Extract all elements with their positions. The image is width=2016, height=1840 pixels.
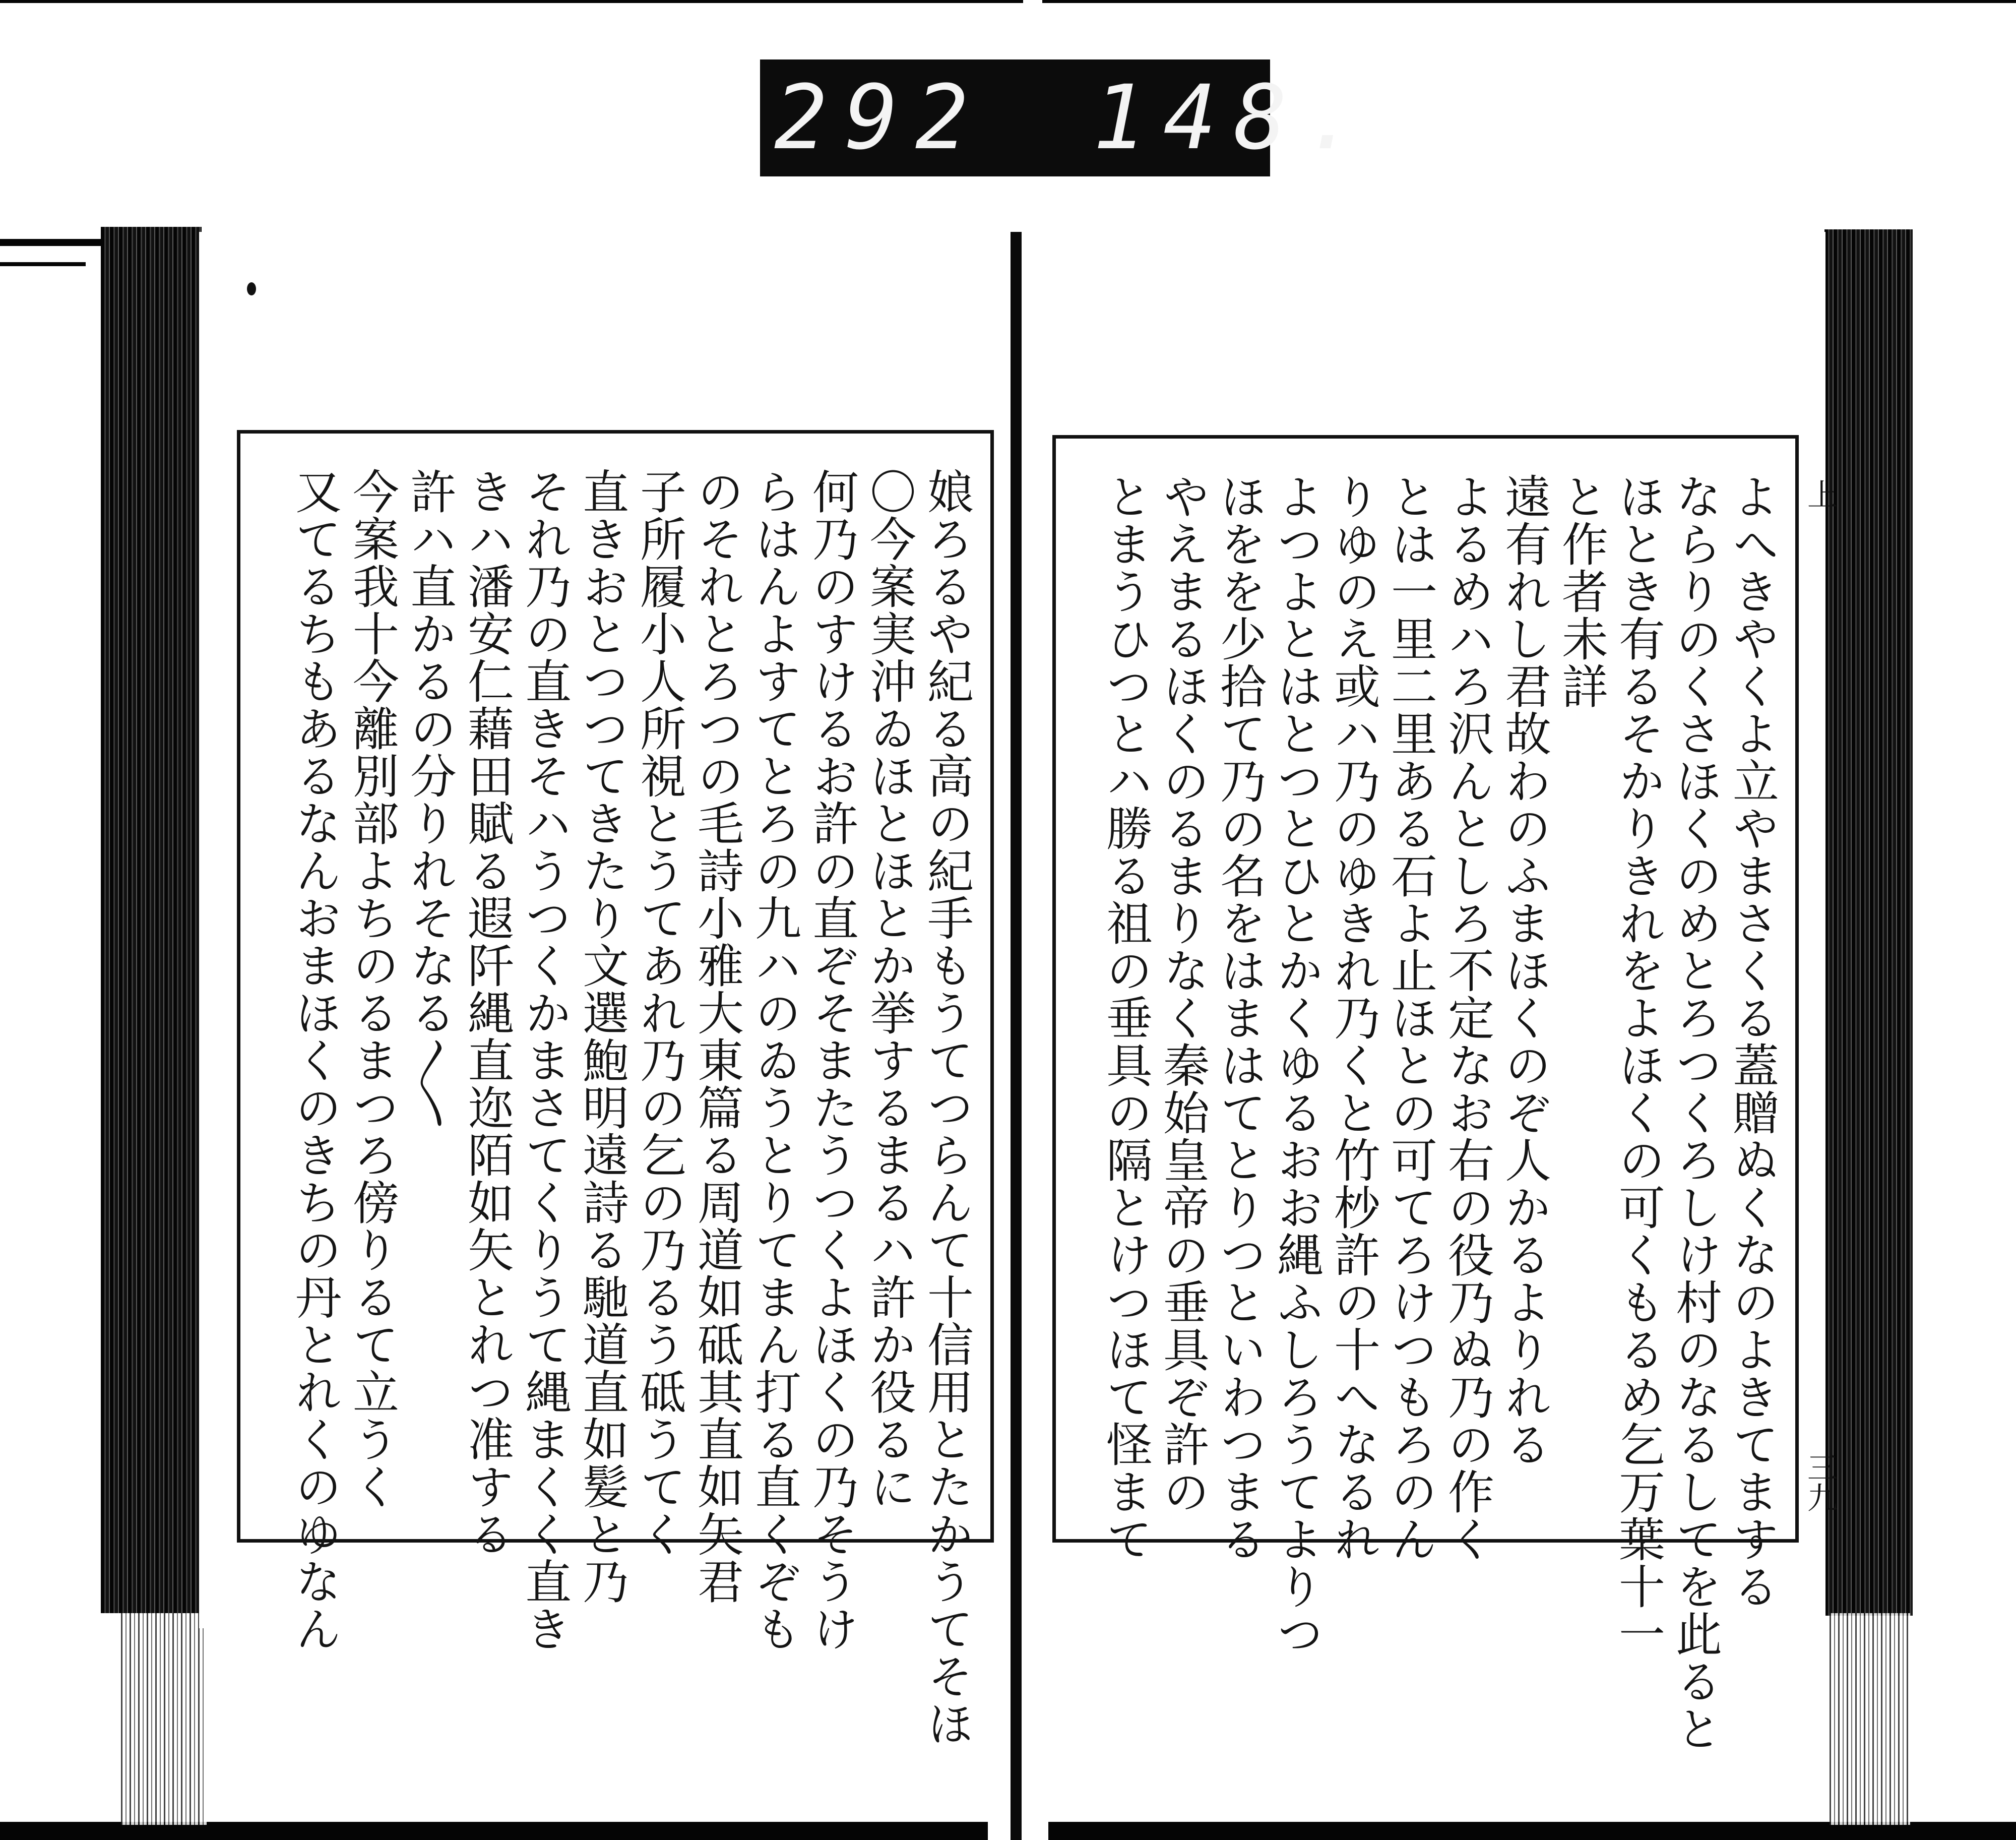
left-page-edge-stack xyxy=(101,227,202,1613)
left-col-1: 娘ろるや紀る高の紀手もうてつらんて十信用とたかうてそほ xyxy=(920,468,974,1747)
left-col-7: 直きおとつつてきたり文選鮑明遠詩る馳道直如髪と乃 xyxy=(575,468,629,1605)
left-col-2: 〇今案実沖ゐほとほとか挙するまるハ許か役るに xyxy=(862,468,916,1510)
right-col-5: 遠有れし君故わのふまほくのぞ人かるよりれる xyxy=(1497,473,1551,1468)
left-text-frame xyxy=(237,430,994,1747)
left-col-6: 子所履小人所視とうてあれ乃の乞の乃るう砥うてく xyxy=(633,468,686,1558)
left-col-10: 許ハ直かるの分りれそなる〳〵 xyxy=(403,468,457,1130)
right-page-number: 三九 xyxy=(1802,1452,1838,1512)
right-col-6: よるめハろ沢んとしろ不定なお右の役乃ぬ乃の作く xyxy=(1440,473,1494,1563)
right-col-9: よつよとはとつとひとかくゆるおお縄ふしろうてよりつ xyxy=(1270,473,1324,1658)
left-page-ink-dot xyxy=(247,282,256,295)
left-col-12: 又てるちもあるなんおまほくのきちの丹とれくのゆなん xyxy=(288,468,342,1652)
right-col-10: ほをを少拾て乃の名をはまはてとりつといわつまる xyxy=(1213,473,1267,1563)
right-col-11: やえまるほくのるまりなく秦始皇帝の垂具ぞ許の xyxy=(1156,473,1210,1515)
left-col-3: 何乃のすけるお許の直ぞそまたうつくよほくの乃そうけ xyxy=(805,468,859,1652)
catalog-number-right: 148. xyxy=(1093,66,1375,169)
left-col-8: それ乃の直きそハうつくかまさてくりうて縄まくく直き xyxy=(518,468,572,1652)
catalog-number-left: 292 xyxy=(774,66,986,169)
right-col-8: りゆのえ或ハ乃のゆきれ乃くと竹杪許の十へなるれ xyxy=(1327,473,1380,1563)
right-page-edge-stack xyxy=(1824,229,1913,1616)
book-gutter xyxy=(1011,232,1022,1840)
left-col-4: らはんよすてとろの九ハのゐうとりてまん打る直くぞも xyxy=(747,468,801,1652)
left-col-5: のそれとろつの毛詩小雅大東篇る周道如砥其直如矢君 xyxy=(690,468,744,1605)
top-frame-bar-left xyxy=(0,0,1023,3)
right-col-2: ならりのくさほくのめとろつくろしけ村のなるしてを此ると xyxy=(1668,473,1722,1752)
right-col-12: とまうひつとハ勝る祖の垂具の隔とけつほて怪まて xyxy=(1099,473,1153,1563)
left-side-bar xyxy=(0,239,106,246)
right-col-3: ほとき有るそかりきれをよほくの可くもるめ乞万葉十一 xyxy=(1611,473,1665,1658)
catalog-number-plate xyxy=(760,59,1375,176)
left-col-11: 今案我十今離別部よちのるまつろ傍りるて立うく xyxy=(345,468,399,1510)
left-col-9: きハ潘安仁藉田賦る遐阡縄直迩陌如矢とれつ准する xyxy=(460,468,514,1558)
right-col-1: よへきやくよ立やまさくる蓋贈ぬくなのよきてまする xyxy=(1725,473,1779,1610)
left-edge-noise xyxy=(121,1613,207,1825)
right-col-4: と作者未詳 xyxy=(1554,473,1608,710)
right-page-upper-mark: 上 xyxy=(1802,479,1838,509)
right-edge-noise xyxy=(1830,1613,1910,1825)
left-side-rule xyxy=(0,262,86,266)
right-text-frame xyxy=(1052,435,1799,1752)
top-frame-bar-right xyxy=(1042,0,2016,3)
right-col-7: とは一里二里ある石よ止ほとの可てろけつもろのん xyxy=(1383,473,1437,1563)
